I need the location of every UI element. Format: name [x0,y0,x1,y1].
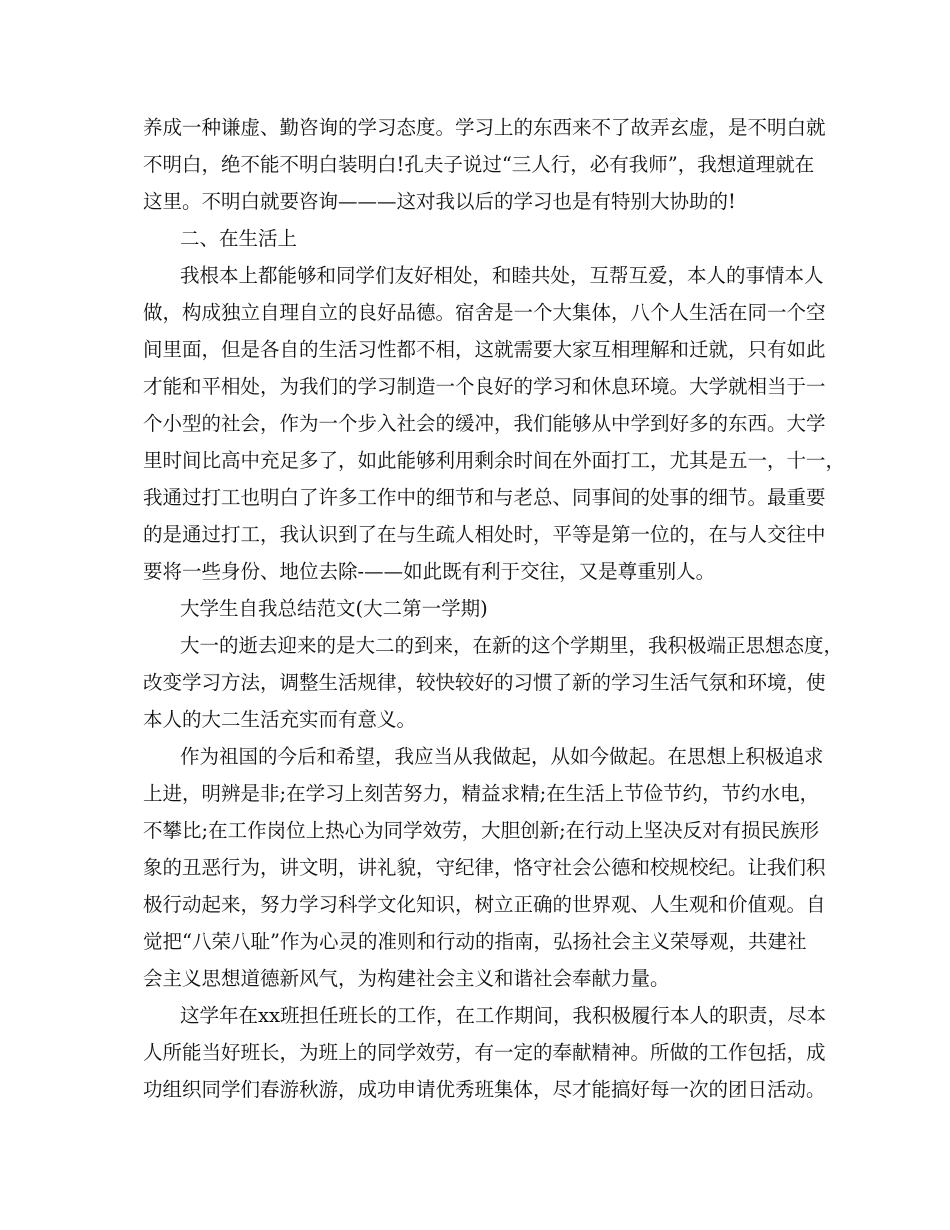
text-line: 功组织同学们春游秋游，成功申请优秀班集体，尽才能搞好每一次的团日活动。 [143,1078,826,1101]
text-line: 不攀比;在工作岗位上热心为同学效劳，大胆创新;在行动上坚决反对有损民族形 [143,819,820,842]
text-line: 才能和平相处，为我们的学习制造一个良好的学习和休息环境。大学就相当于一 [143,375,826,398]
text-line: 人所能当好班长，为班上的同学效劳，有一定的奉献精神。所做的工作包括，成 [143,1041,826,1064]
text-line: 象的丑恶行为，讲文明，讲礼貌，守纪律，恪守社会公德和校规校纪。让我们积 [143,856,826,879]
text-line: 我根本上都能够和同学们友好相处，和睦共处，互帮互爱，本人的事情本人 [180,264,824,287]
text-line: 养成一种谦虚、勤咨询的学习态度。学习上的东西来不了故弄玄虚，是不明白就 [143,116,826,139]
text-line: 做，构成独立自理自立的良好品德。宿舍是一个大集体，八个人生活在同一个空 [143,301,826,324]
text-line: 觉把“八荣八耻”作为心灵的准则和行动的指南，弘扬社会主义荣辱观，共建社 [143,930,807,953]
text-line: 这学年在xx班担任班长的工作，在工作期间，我积极履行本人的职责，尽本 [180,1004,826,1027]
section-heading: 大学生自我总结范文(大二第一学期) [180,597,488,620]
text-line: 大一的逝去迎来的是大二的到来，在新的这个学期里，我积极端正思想态度， [180,634,844,657]
text-line: 不明白，绝不能不明白装明白!孔夫子说过“三人行，必有我师”，我想道理就在 [143,153,815,176]
text-line: 间里面，但是各自的生活习性都不相，这就需要大家互相理解和迁就，只有如此 [143,338,826,361]
section-heading: 二、在生活上 [180,227,298,250]
text-line: 作为祖国的今后和希望，我应当从我做起，从如今做起。在思想上积极追求 [180,745,824,768]
text-line: 会主义思想道德新风气，为构建社会主义和谐社会奉献力量。 [143,967,670,990]
text-line: 里时间比高中充足多了，如此能够利用剩余时间在外面打工，尤其是五一，十一， [143,449,846,472]
text-line: 本人的大二生活充实而有意义。 [143,708,417,731]
text-line: 个小型的社会，作为一个步入社会的缓冲，我们能够从中学到好多的东西。大学 [143,412,826,435]
text-line: 极行动起来，努力学习科学文化知识，树立正确的世界观、人生观和价值观。自 [143,893,826,916]
text-line: 上进，明辨是非;在学习上刻苦努力，精益求精;在生活上节俭节约，节约水电， [143,782,820,805]
text-line: 要将一些身份、地位去除-——如此既有利于交往，又是尊重别人。 [143,560,716,583]
text-line: 改变学习方法，调整生活规律，较快较好的习惯了新的学习生活气氛和环境，使 [143,671,826,694]
text-line: 这里。不明白就要咨询———这对我以后的学习也是有特别大协助的! [143,190,736,213]
text-line: 的是通过打工，我认识到了在与生疏人相处时，平等是第一位的，在与人交往中 [143,523,826,546]
text-line: 我通过打工也明白了许多工作中的细节和与老总、同事间的处事的细节。最重要 [143,486,826,509]
